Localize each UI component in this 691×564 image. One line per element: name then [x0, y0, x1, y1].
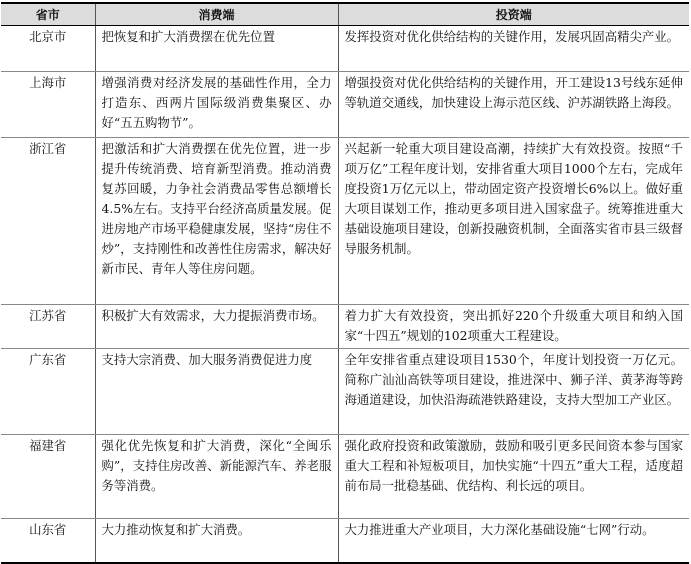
- consumption-cell: 积极扩大有效需求，大力提振消费市场。: [95, 305, 338, 349]
- consumption-cell: 把激活和扩大消费摆在优先位置，进一步提升传统消费、培育新型消费。推动消费复苏回暖，力争社会消费品零售总额增长4.5%左右。支持平台经济高质量发展。促进房地产市场平稳健康发展，坚持“房住不炒”，支持刚性和改善性住房需求，解决好新市民、青年人等住房问题。: [95, 138, 338, 305]
- header-province: 省市: [1, 3, 95, 26]
- province-cell: 福建省: [1, 435, 95, 519]
- table-header-row: [1, 3, 689, 26]
- province-cell: 浙江省: [1, 138, 95, 305]
- investment-cell: 兴起新一轮重大项目建设高潮，持续扩大有效投资。按照“千项万亿”工程年度计划，安排省重大项目1000个左右，完成年度投资1万亿元以上，带动固定资产投资增长6%以上。做好重大项目谋划工作，推动更多项目进入国家盘子。统筹推进重大基础设施项目建设，创新投融资机制，全面落实省市县三级督导服务机制。: [338, 138, 689, 305]
- header-investment: 投资端: [338, 3, 689, 26]
- consumption-cell: 支持大宗消费、加大服务消费促进力度: [95, 349, 338, 435]
- investment-cell: 全年安排省重点建设项目1530个，年度计划投资一万亿元。简称广汕汕高铁等项目建设，推进深中、狮子洋、黄茅海等跨海通道建设，加快沿海疏港铁路建设，支持大型加工产业区。: [338, 349, 689, 435]
- investment-cell: 强化政府投资和政策激励，鼓励和吸引更多民间资本参与国家重大工程和补短板项目，加快实施“十四五”重大工程，适度超前布局一批稳基础、优结构、利长远的项目。: [338, 435, 689, 519]
- investment-cell: 着力扩大有效投资，突出抓好220个升级重大项目和纳入国家“十四五”规划的102项重大工程建设。: [338, 305, 689, 349]
- table-row: [1, 138, 689, 305]
- policy-table: [1, 2, 689, 564]
- table-row: [1, 305, 689, 349]
- consumption-cell: 大力推动恢复和扩大消费。: [95, 519, 338, 563]
- table-row: [1, 72, 689, 138]
- investment-cell: 大力推进重大产业项目，大力深化基础设施“七网”行动。: [338, 519, 689, 563]
- province-cell: 山东省: [1, 519, 95, 563]
- header-consumption: 消费端: [95, 3, 338, 26]
- province-cell: 广东省: [1, 349, 95, 435]
- province-cell: 上海市: [1, 72, 95, 138]
- province-cell: 江苏省: [1, 305, 95, 349]
- investment-cell: 发挥投资对优化供给结构的关键作用，发展巩固高精尖产业。: [338, 26, 689, 72]
- table-row: [1, 519, 689, 563]
- consumption-cell: 增强消费对经济发展的基础性作用，全力打造东、西两片国际级消费集聚区、办好“五五购物节”。: [95, 72, 338, 138]
- consumption-cell: 强化优先恢复和扩大消费，深化“全闽乐购”，支持住房改善、新能源汽车、养老服务等消费。: [95, 435, 338, 519]
- table-row: [1, 435, 689, 519]
- table-row: [1, 26, 689, 72]
- investment-cell: 增强投资对优化供给结构的关键作用，开工建设13号线东延伸等轨道交通线，加快建设上海示范区线、沪苏湖铁路上海段。: [338, 72, 689, 138]
- province-cell: 北京市: [1, 26, 95, 72]
- consumption-cell: 把恢复和扩大消费摆在优先位置: [95, 26, 338, 72]
- table-row: [1, 349, 689, 435]
